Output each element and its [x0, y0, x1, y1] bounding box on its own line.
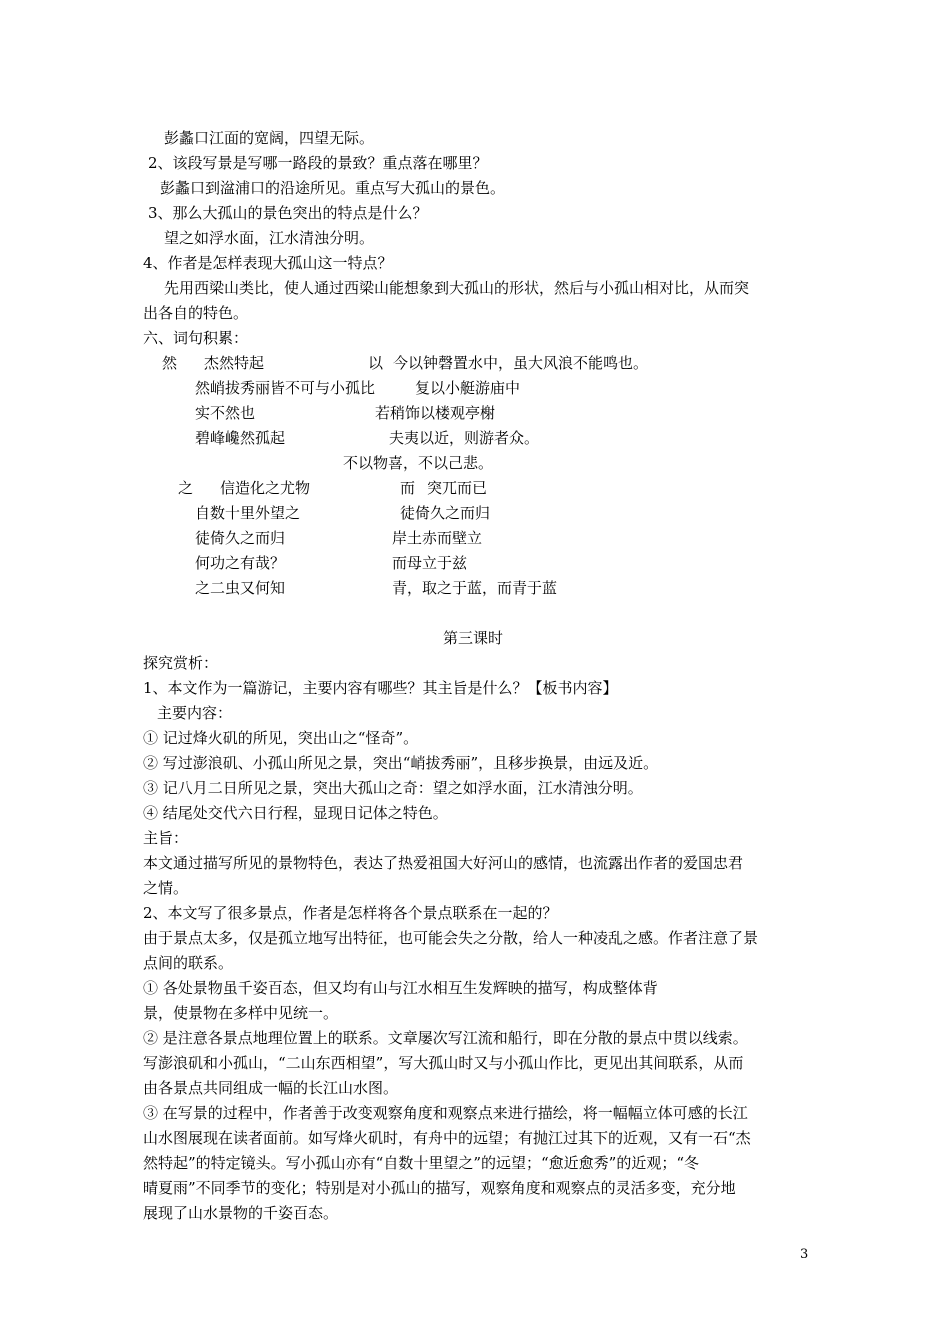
list-item: ② 写过澎浪矶、小孤山所见之景，突出“峭拔秀丽”，且移步换景，由远及近。	[143, 754, 659, 772]
list-item: ② 是注意各景点地理位置上的联系。文章屡次写江流和船行，即在分散的景点中贯以线索。	[143, 1029, 748, 1047]
text-line: 主旨：	[143, 829, 189, 847]
vocab-example: 何功之有哉？	[195, 554, 286, 572]
text-line: 由各景点共同组成一幅的长江山水图。	[143, 1079, 399, 1097]
text-line: 主要内容：	[157, 704, 233, 722]
vocab-example: 复以小艇游庙中	[415, 379, 521, 397]
text-line: 望之如浮水面，江水清浊分明。	[164, 229, 375, 247]
vocab-example: 若稍饰以楼观亭榭	[375, 404, 496, 422]
question-2: 2、该段写景是写哪一路段的景致？重点落在哪里？	[148, 154, 488, 172]
vocab-example: 信造化之尤物	[220, 479, 311, 497]
question-2b: 2、本文写了很多景点，作者是怎样将各个景点联系在一起的？	[143, 904, 558, 922]
vocab-example: 夫夷以近，则游者众。	[389, 429, 540, 447]
text-line: 点间的联系。	[143, 954, 234, 972]
text-line: 探究赏析：	[143, 654, 219, 672]
vocab-example: 然峭拔秀丽皆不可与小孤比	[195, 379, 376, 397]
vocab-char-zhi: 之	[178, 479, 194, 497]
text-line: 出各自的特色。	[143, 304, 249, 322]
vocab-example: 自数十里外望之	[195, 504, 301, 522]
vocab-example: 青，取之于蓝，而青于蓝	[392, 579, 558, 597]
question-1: 1、本文作为一篇游记，主要内容有哪些？其主旨是什么？【板书内容】	[143, 679, 618, 697]
vocab-char-er: 而	[400, 479, 416, 497]
text-line: 晴夏雨”不同季节的变化；特别是对小孤山的描写，观察角度和观察点的灵活多变，充分地	[143, 1179, 736, 1197]
vocab-example: 杰然特起	[204, 354, 265, 372]
list-item: ① 各处景物虽千姿百态，但又均有山与江水相互生发辉映的描写，构成整体背	[143, 979, 658, 997]
vocab-char-ran: 然	[162, 354, 178, 372]
vocab-example: 徒倚久之而归	[400, 504, 491, 522]
vocab-example: 碧峰巉然孤起	[195, 429, 286, 447]
vocab-example: 突兀而已	[427, 479, 488, 497]
list-item: ① 记过烽火矶的所见，突出山之“怪奇”。	[143, 729, 419, 747]
vocab-char-yi: 以	[368, 354, 384, 372]
text-line: 先用西梁山类比，使人通过西梁山能想象到大孤山的形状，然后与小孤山相对比，从而突	[164, 279, 750, 297]
text-line: 山水图展现在读者面前。如写烽火矶时，有舟中的远望；有抛江过其下的近观，又有一石“杰	[143, 1129, 751, 1147]
vocab-example: 岸土赤而壁立	[392, 529, 483, 547]
text-line: 写澎浪矶和小孤山，“二山东西相望”，写大孤山时又与小孤山作比，更见出其间联系，从而	[143, 1054, 744, 1072]
vocab-example: 不以物喜，不以己悲。	[343, 454, 494, 472]
text-line: 之情。	[143, 879, 189, 897]
question-4: 4、作者是怎样表现大孤山这一特点？	[143, 254, 393, 272]
text-line: 然特起”的特定镜头。写小孤山亦有“自数十里望之”的远望；“愈近愈秀”的近观；“冬	[143, 1154, 700, 1172]
text-line: 本文通过描写所见的景物特色，表达了热爱祖国大好河山的感情，也流露出作者的爱国忠君	[143, 854, 744, 872]
vocab-example: 之二虫又何知	[195, 579, 286, 597]
vocab-example: 今以钟磬置水中，虽大风浪不能鸣也。	[393, 354, 649, 372]
text-line: 景，使景物在多样中见统一。	[143, 1004, 339, 1022]
vocab-example: 而母立于兹	[392, 554, 468, 572]
vocab-example: 徒倚久之而归	[195, 529, 286, 547]
list-item: ④ 结尾处交代六日行程，显现日记体之特色。	[143, 804, 448, 822]
text-line: 彭蠡口到湓浦口的沿途所见。重点写大孤山的景色。	[160, 179, 506, 197]
page-number: 3	[800, 1247, 809, 1262]
text-line: 由于景点太多，仅是孤立地写出特征，也可能会失之分散，给人一种凌乱之感。作者注意了景	[143, 929, 759, 947]
section-title: 第三课时	[443, 629, 504, 647]
text-line: 彭蠡口江面的宽阔，四望无际。	[164, 129, 375, 147]
text-line: 展现了山水景物的千姿百态。	[143, 1204, 339, 1222]
list-item: ③ 在写景的过程中，作者善于改变观察角度和观察点来进行描绘，将一幅幅立体可感的长江	[143, 1104, 748, 1122]
vocab-example: 实不然也	[195, 404, 256, 422]
list-item: ③ 记八月二日所见之景，突出大孤山之奇：望之如浮水面，江水清浊分明。	[143, 779, 643, 797]
question-3: 3、那么大孤山的景色突出的特点是什么？	[148, 204, 428, 222]
section-heading: 六、词句积累：	[143, 329, 249, 347]
